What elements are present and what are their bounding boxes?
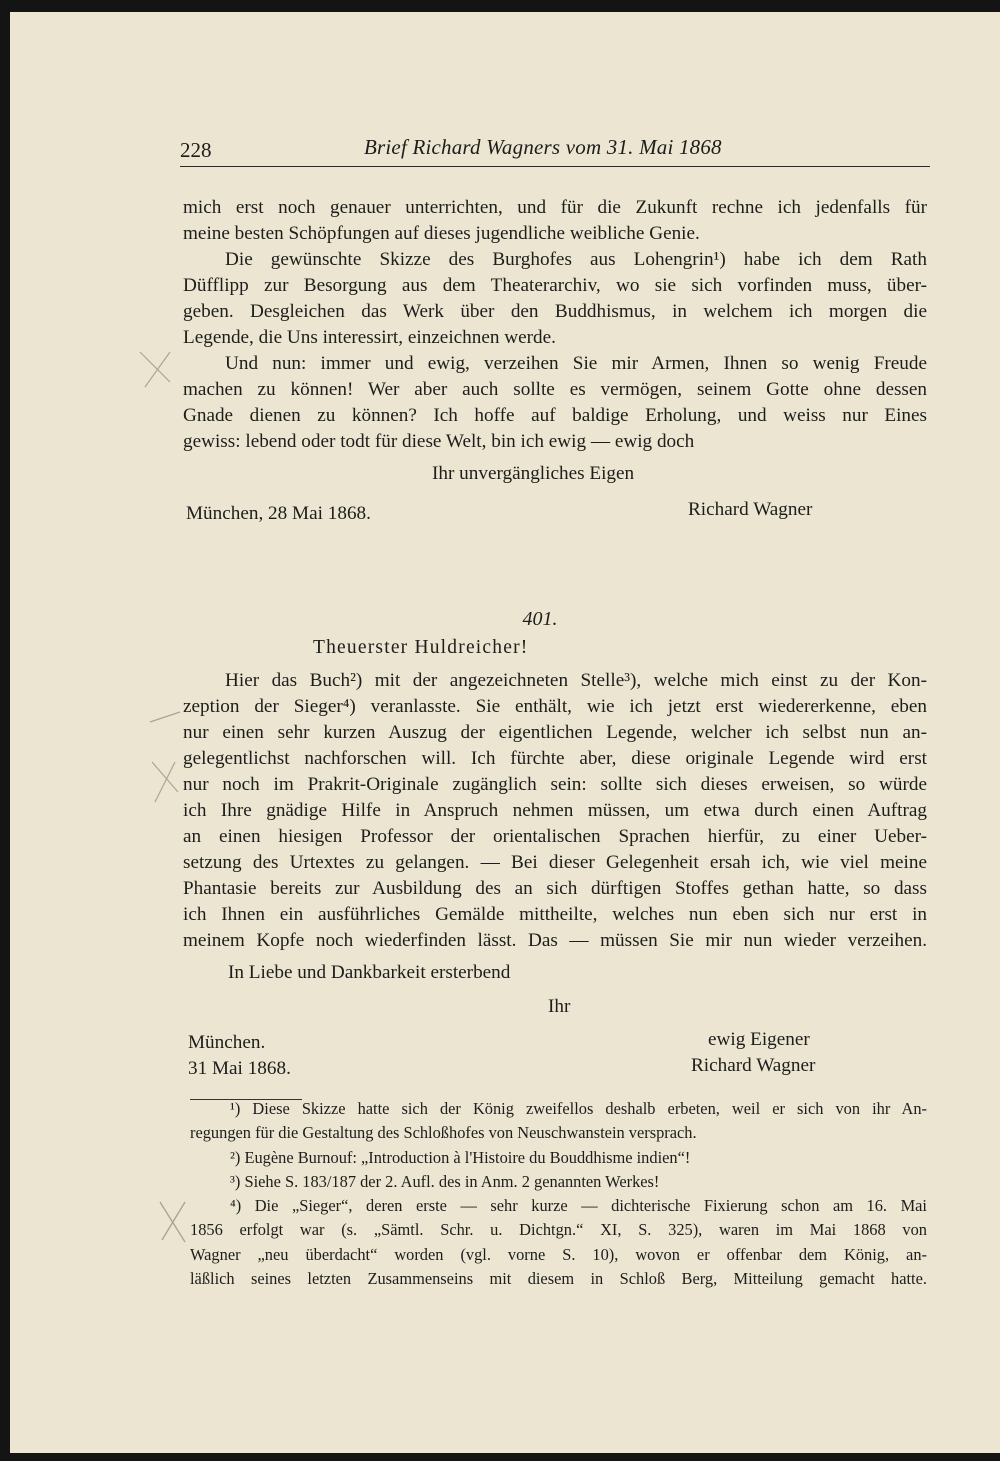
text-line: mich erst noch genauer unterrichten, und für die Zukunft rechne ich jedenfalls für [183, 197, 927, 218]
text-line: geben. Desgleichen das Werk über den Buddhismus, in welchem ich morgen die [183, 301, 927, 322]
pencil-mark [150, 1192, 200, 1252]
text-line: zeption der Sieger⁴) veranlasste. Sie enthält, wie ich jetzt erst wiedererkenne, eben [183, 696, 927, 717]
text-line: Phantasie bereits zur Ausbildung des an sich dürftigen Stoffes gethan hatte, so dass [183, 878, 927, 899]
footnote-line: ²) Eugène Burnouf: „Introduction à l'Histoire du Bouddhisme indien“! [230, 1147, 691, 1167]
text-line: Legende, die Uns interessirt, einzeichnen werde. [183, 327, 556, 348]
pencil-mark [140, 702, 200, 842]
text-line: ich Ihre gnädige Hilfe in Anspruch nehmen müssen, um etwa durch einen Auftrag [183, 800, 927, 821]
letter-2-closing: In Liebe und Dankbarkeit ersterbend [228, 962, 511, 983]
book-page [10, 12, 1000, 1453]
letter-1-signature: Richard Wagner [688, 499, 813, 520]
footnote-line: läßlich seines letzten Zusammenseins mit diesem in Schloß Berg, Mitteilung gemacht hatte. [190, 1269, 927, 1289]
text-line: nur einen sehr kurzen Auszug der eigentlichen Legende, welcher ich selbst nun an- [183, 722, 927, 743]
footnote-line: 1856 erfolgt war (s. „Sämtl. Schr. u. Dichtgn.“ XI, S. 325), waren im Mai 1868 von [190, 1220, 927, 1240]
text-line: gelegentlichst nachforschen will. Ich fürchte aber, diese originale Legende wird erst [183, 748, 927, 769]
text-line: setzung des Urtextes zu gelangen. — Bei dieser Gelegenheit ersah ich, wie viel meine [183, 852, 927, 873]
page-number: 228 [180, 138, 212, 162]
text-line: nur noch im Prakrit-Originale zugänglich sein: sollte sich dieses erweisen, so würde [183, 774, 927, 795]
letter-number: 401. [522, 608, 558, 630]
text-line: meine besten Schöpfungen auf dieses jugendliche weibliche Genie. [183, 223, 700, 244]
letter-2-date: 31 Mai 1868. [188, 1058, 291, 1079]
letter-2-body [183, 668, 927, 954]
text-line: Die gewünschte Skizze des Burghofes aus Lohengrin¹) habe ich dem Rath [225, 249, 927, 270]
letter-2-signature: Richard Wagner [691, 1055, 816, 1076]
letter-salutation: Theuerster Huldreicher! [313, 637, 529, 658]
letter-2-closing-eigener: ewig Eigener [708, 1029, 810, 1050]
text-line: Düfflipp zur Besorgung aus dem Theaterarchiv, wo sie sich vorfinden muss, über- [183, 275, 927, 296]
footnote-line: Wagner „neu überdacht“ worden (vgl. vorne S. 10), wovon er offenbar dem König, an- [190, 1244, 927, 1264]
letter-1-closing: Ihr unvergängliches Eigen [432, 463, 635, 484]
letter-2-place: München. [188, 1032, 266, 1053]
letter-1-body [183, 195, 927, 455]
footnote-line: ¹) Diese Skizze hatte sich der König zweifellos deshalb erbeten, weil er sich von ihr An- [230, 1099, 927, 1118]
footnote-line: regungen für die Gestaltung des Schloßhofes von Neuschwanstein versprach. [190, 1123, 697, 1143]
footnotes [190, 1097, 927, 1291]
text-line: an einen hiesigen Professor der orientalischen Sprachen hierfür, zu einer Ueber- [183, 826, 927, 847]
text-line: gewiss: lebend oder todt für diese Welt, bin ich ewig — ewig doch [183, 431, 695, 452]
text-line: Hier das Buch²) mit der angezeichneten Stelle³), welche mich einst zu der Kon- [225, 670, 927, 691]
text-line: machen zu können! Wer aber auch sollte es vermögen, seinem Gotte ohne dessen [183, 379, 927, 400]
letter-2-closing-ihr: Ihr [548, 996, 571, 1017]
letter-1-place-date: München, 28 Mai 1868. [186, 503, 371, 524]
text-line: Gnade dienen zu können? Ich hoffe auf baldige Erholung, und weiss nur Eines [183, 405, 927, 426]
text-line: Und nun: immer und ewig, verzeihen Sie mir Armen, Ihnen so wenig Freude [225, 353, 927, 374]
pencil-mark [130, 342, 190, 402]
running-title: Brief Richard Wagners vom 31. Mai 1868 [364, 135, 722, 159]
footnote-line: ³) Siehe S. 183/187 der 2. Aufl. des in Anm. 2 genannten Werkes! [230, 1171, 660, 1191]
page-header [180, 130, 930, 167]
text-line: ich Ihnen ein ausführliches Gemälde mittheilte, welches nun eben sich nur erst in [183, 904, 927, 925]
footnote-line: ⁴) Die „Sieger“, deren erste — sehr kurze — dichterische Fixierung schon am 16. Mai [230, 1196, 927, 1216]
text-line: meinem Kopfe noch wiederfinden lässt. Das — müssen Sie mir nun wieder verzeihen. [183, 930, 927, 951]
